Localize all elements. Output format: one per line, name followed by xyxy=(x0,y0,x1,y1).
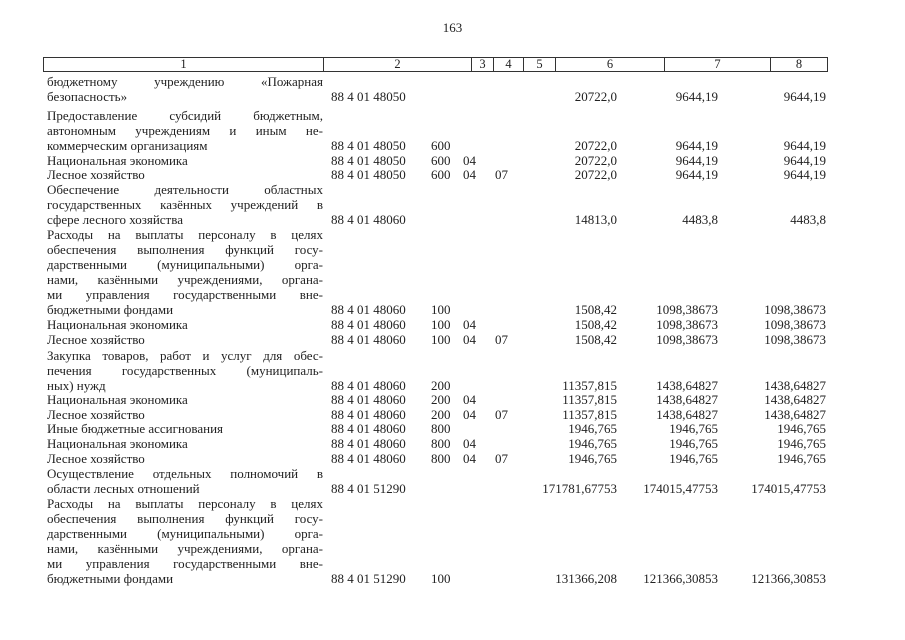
row-name xyxy=(47,108,323,153)
row-col-3: 100 xyxy=(431,332,451,347)
row-col-3: 800 xyxy=(431,451,451,466)
row-name-line: бюджетному учреждению «Пожарная xyxy=(47,74,323,89)
row-name xyxy=(47,332,323,347)
row-name-line: нами, казёнными учреждениями, органа- xyxy=(47,541,323,556)
row-name-line: печения государственных (муниципаль- xyxy=(47,363,323,378)
row-col-8: 1098,38673 xyxy=(764,332,826,347)
row-col-7: 1946,765 xyxy=(669,451,718,466)
row-name-line: коммерческим организациям xyxy=(47,138,208,153)
row-col-6: 1508,42 xyxy=(574,302,617,317)
header-col-6: 6 xyxy=(556,58,665,71)
row-col-6: 11357,815 xyxy=(562,407,617,422)
row-code: 88 4 01 48060 xyxy=(331,212,406,227)
row-col-8: 121366,30853 xyxy=(751,571,826,586)
row-name-line: обеспечения выполнения функций госу- xyxy=(47,511,323,526)
row-name-line: Лесное хозяйство xyxy=(47,407,145,422)
row-name xyxy=(47,436,323,451)
row-col-8: 1098,38673 xyxy=(764,302,826,317)
row-code: 88 4 01 51290 xyxy=(331,481,406,496)
header-col-2: 2 xyxy=(324,58,472,71)
row-col-7: 1438,64827 xyxy=(656,378,718,393)
row-name-line: Расходы на выплаты персоналу в целях xyxy=(47,227,323,242)
row-name-line: ми управления государственными вне- xyxy=(47,287,323,302)
row-col-8: 174015,47753 xyxy=(751,481,826,496)
row-name xyxy=(47,348,323,393)
row-col-7: 121366,30853 xyxy=(643,571,718,586)
row-code: 88 4 01 48060 xyxy=(331,421,406,436)
row-name-line: бюджетными фондами xyxy=(47,302,174,317)
row-col-7: 1098,38673 xyxy=(656,332,718,347)
header-col-8: 8 xyxy=(795,57,803,71)
row-name xyxy=(47,392,323,407)
row-col-7: 1946,765 xyxy=(669,421,718,436)
row-name xyxy=(47,227,323,317)
row-code: 88 4 01 48060 xyxy=(331,378,406,393)
row-col-8: 9644,19 xyxy=(783,138,826,153)
row-code: 88 4 01 48060 xyxy=(331,436,406,451)
row-col-3: 100 xyxy=(431,571,451,586)
row-name xyxy=(47,421,323,436)
row-name-line: Национальная экономика xyxy=(47,392,188,407)
row-col-4: 04 xyxy=(463,153,476,168)
row-col-6: 131366,208 xyxy=(555,571,617,586)
row-code: 88 4 01 48060 xyxy=(331,392,406,407)
row-col-6: 20722,0 xyxy=(574,138,617,153)
row-name-line: Расходы на выплаты персоналу в целях xyxy=(47,496,323,511)
row-name-line: Осуществление отдельных полномочий в xyxy=(47,466,323,481)
row-name-line: Национальная экономика xyxy=(47,317,188,332)
row-name-line: ных) нужд xyxy=(47,378,106,393)
row-col-8: 1438,64827 xyxy=(764,392,826,407)
row-col-3: 200 xyxy=(431,392,451,407)
row-col-6: 171781,67753 xyxy=(542,481,617,496)
row-col-8: 1946,765 xyxy=(777,436,826,451)
row-col-4: 04 xyxy=(463,317,476,332)
row-col-5: 07 xyxy=(495,332,508,347)
row-col-6: 1946,765 xyxy=(568,451,617,466)
row-code: 88 4 01 48060 xyxy=(331,302,406,317)
row-name xyxy=(47,407,323,422)
row-name-line: Иные бюджетные ассигнования xyxy=(47,421,224,436)
row-col-4: 04 xyxy=(463,167,476,182)
row-name-line: Лесное хозяйство xyxy=(47,167,145,182)
row-col-4: 04 xyxy=(463,407,476,422)
row-col-8: 1098,38673 xyxy=(764,317,826,332)
row-col-7: 9644,19 xyxy=(675,138,718,153)
row-name-line: Обеспечение деятельности областных xyxy=(47,182,323,197)
row-col-7: 1946,765 xyxy=(669,436,718,451)
row-name xyxy=(47,167,323,182)
row-name xyxy=(47,466,323,496)
row-col-5: 07 xyxy=(495,407,508,422)
row-name-line: области лесных отношений xyxy=(47,481,200,496)
row-col-6: 20722,0 xyxy=(574,167,617,182)
row-name-line: Предоставление субсидий бюджетным, xyxy=(47,108,323,123)
row-col-6: 11357,815 xyxy=(562,392,617,407)
row-code: 88 4 01 48060 xyxy=(331,317,406,332)
header-col-3: 3 xyxy=(472,58,494,71)
page-number: 163 xyxy=(442,20,463,35)
row-col-3: 100 xyxy=(431,317,451,332)
row-col-7: 9644,19 xyxy=(675,167,718,182)
row-col-7: 9644,19 xyxy=(675,153,718,168)
header-col-5: 5 xyxy=(524,58,556,71)
row-code: 88 4 01 48050 xyxy=(331,89,406,104)
row-col-6: 1946,765 xyxy=(568,421,617,436)
row-code: 88 4 01 48060 xyxy=(331,332,406,347)
row-col-3: 800 xyxy=(431,421,451,436)
header-col-4: 4 xyxy=(494,58,524,71)
row-col-6: 20722,0 xyxy=(574,153,617,168)
row-name-line: сфере лесного хозяйства xyxy=(47,212,183,227)
row-col-8: 1438,64827 xyxy=(764,378,826,393)
row-col-3: 600 xyxy=(431,138,451,153)
row-col-8: 1946,765 xyxy=(777,451,826,466)
row-name-line: Закупка товаров, работ и услуг для обес- xyxy=(47,348,323,363)
row-name xyxy=(47,182,323,227)
row-col-8: 4483,8 xyxy=(790,212,826,227)
row-col-3: 600 xyxy=(431,167,451,182)
row-name-line: обеспечения выполнения функций госу- xyxy=(47,242,323,257)
row-name-line: дарственными (муниципальными) орга- xyxy=(47,257,323,272)
row-name xyxy=(47,153,323,168)
row-col-6: 20722,0 xyxy=(574,89,617,104)
row-name-line: нами, казёнными учреждениями, органа- xyxy=(47,272,323,287)
row-col-3: 100 xyxy=(431,302,451,317)
row-col-3: 600 xyxy=(431,153,451,168)
header-col-1: 1 xyxy=(44,58,324,71)
row-name xyxy=(47,74,323,104)
row-name xyxy=(47,496,323,586)
row-col-6: 1946,765 xyxy=(568,436,617,451)
table-header xyxy=(43,57,828,72)
row-code: 88 4 01 48060 xyxy=(331,451,406,466)
row-code: 88 4 01 48050 xyxy=(331,138,406,153)
row-col-8: 9644,19 xyxy=(783,153,826,168)
row-col-5: 07 xyxy=(495,451,508,466)
row-col-7: 9644,19 xyxy=(675,89,718,104)
row-name-line: Национальная экономика xyxy=(47,436,188,451)
row-col-7: 174015,47753 xyxy=(643,481,718,496)
row-col-3: 800 xyxy=(431,436,451,451)
row-col-8: 9644,19 xyxy=(783,167,826,182)
row-col-7: 1098,38673 xyxy=(656,302,718,317)
row-col-4: 04 xyxy=(463,332,476,347)
row-code: 88 4 01 51290 xyxy=(331,571,406,586)
row-code: 88 4 01 48050 xyxy=(331,167,406,182)
row-col-3: 200 xyxy=(431,407,451,422)
row-col-4: 04 xyxy=(463,436,476,451)
row-code: 88 4 01 48050 xyxy=(331,153,406,168)
row-col-5: 07 xyxy=(495,167,508,182)
row-name-line: государственных казённых учреждений в xyxy=(47,197,323,212)
row-name-line: безопасность» xyxy=(47,89,128,104)
row-col-8: 9644,19 xyxy=(783,89,826,104)
row-name xyxy=(47,317,323,332)
row-col-7: 1438,64827 xyxy=(656,392,718,407)
row-code: 88 4 01 48060 xyxy=(331,407,406,422)
row-col-7: 1098,38673 xyxy=(656,317,718,332)
row-col-4: 04 xyxy=(463,392,476,407)
row-name-line: бюджетными фондами xyxy=(47,571,174,586)
row-name-line: дарственными (муниципальными) орга- xyxy=(47,526,323,541)
row-col-7: 1438,64827 xyxy=(656,407,718,422)
row-col-3: 200 xyxy=(431,378,451,393)
row-name-line: Национальная экономика xyxy=(47,153,188,168)
row-col-8: 1438,64827 xyxy=(764,407,826,422)
row-name xyxy=(47,451,323,466)
row-col-6: 1508,42 xyxy=(574,317,617,332)
row-col-7: 4483,8 xyxy=(682,212,718,227)
row-name-line: Лесное хозяйство xyxy=(47,451,145,466)
row-name-line: Лесное хозяйство xyxy=(47,332,145,347)
row-col-6: 1508,42 xyxy=(574,332,617,347)
row-name-line: ми управления государственными вне- xyxy=(47,556,323,571)
row-col-6: 11357,815 xyxy=(562,378,617,393)
row-col-6: 14813,0 xyxy=(574,212,617,227)
row-name-line: автономным учреждениям и иным не- xyxy=(47,123,323,138)
row-col-8: 1946,765 xyxy=(777,421,826,436)
header-col-7: 7 xyxy=(665,58,771,71)
row-col-4: 04 xyxy=(463,451,476,466)
